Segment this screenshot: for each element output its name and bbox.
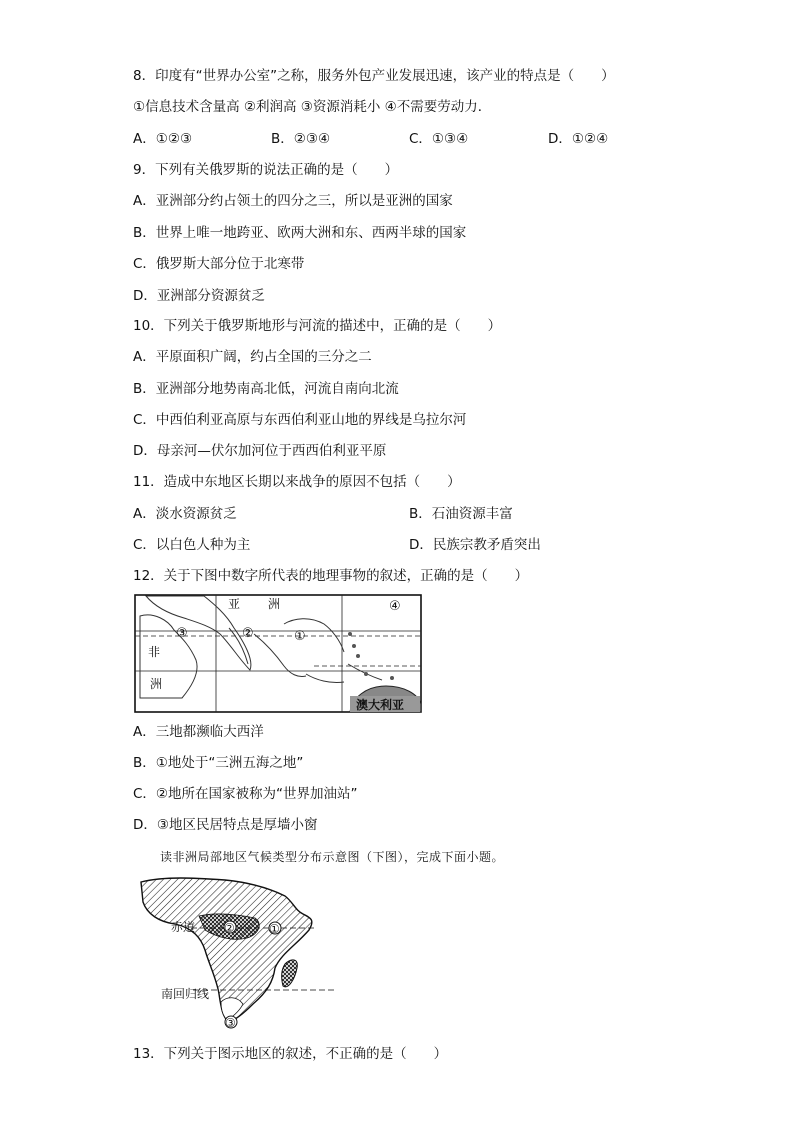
africa-climate-map [135, 872, 335, 1032]
map-label-aodaliya: 澳大利亚 [356, 698, 405, 712]
africa-label-n3: ③ [225, 1016, 236, 1030]
q9-option-d: D．亚洲部分资源贫乏 [133, 288, 265, 304]
africa-label-equator: 赤道 [171, 920, 196, 934]
q8-stem: 8．印度有“世界办公室”之称，服务外包产业发展迅速，该产业的特点是（ ） [133, 68, 615, 84]
q12-option-b: B．①地处于“三洲五海之地” [133, 755, 304, 771]
q11-option-a: A．淡水资源贫乏 [133, 506, 237, 522]
map-label-fei: 非 [148, 645, 161, 659]
q9-option-c: C．俄罗斯大部分位于北寒带 [133, 256, 305, 272]
q10-stem: 10．下列关于俄罗斯地形与河流的描述中，正确的是（ ） [133, 318, 502, 334]
map-label-n1: ① [294, 629, 306, 644]
africa-label-n2: ② [224, 921, 235, 935]
q10-option-b: B．亚洲部分地势南高北低，河流自南向北流 [133, 381, 399, 397]
map-label-n4: ④ [389, 599, 401, 614]
q12-option-c: C．②地所在国家被称为“世界加油站” [133, 786, 358, 802]
q8-option-a: A．①②③ [133, 131, 193, 147]
q9-option-b: B．世界上唯一地跨亚、欧两大洲和东、西两半球的国家 [133, 225, 467, 241]
map-label-fei-zhou: 洲 [150, 677, 163, 691]
map-label-n3: ③ [176, 626, 188, 641]
q11-option-d: D．民族宗教矛盾突出 [409, 537, 541, 553]
asia-map-figure [134, 594, 424, 714]
map-label-n2: ② [242, 626, 254, 641]
q11-stem: 11．造成中东地区长期以来战争的原因不包括（ ） [133, 474, 461, 490]
africa-label-tropic: 南回归线 [161, 987, 210, 1001]
africa-label-n1: ① [269, 922, 280, 936]
q12-stem: 12．关于下图中数字所代表的地理事物的叙述，正确的是（ ） [133, 568, 529, 584]
q12-option-d: D．③地区民居特点是厚墙小窗 [133, 817, 318, 833]
q9-option-a: A．亚洲部分约占领土的四分之三，所以是亚洲的国家 [133, 193, 453, 209]
q10-option-c: C．中西伯利亚高原与东西伯利亚山地的界线是乌拉尔河 [133, 412, 467, 428]
q13-stem: 13．下列关于图示地区的叙述，不正确的是（ ） [133, 1046, 448, 1062]
q8-option-d: D．①②④ [548, 131, 609, 147]
q8-features: ①信息技术含量高 ②利润高 ③资源消耗小 ④不需要劳动力． [133, 99, 492, 115]
q11-option-b: B．石油资源丰富 [409, 506, 513, 522]
q8-option-c: C．①③④ [409, 131, 469, 147]
q10-option-a: A．平原面积广阔，约占全国的三分之二 [133, 349, 372, 365]
africa-intro: 读非洲局部地区气候类型分布示意图（下图），完成下面小题。 [160, 850, 505, 864]
q10-option-d: D．母亲河—伏尔加河位于西西伯利亚平原 [133, 443, 387, 459]
q11-option-c: C．以白色人种为主 [133, 537, 251, 553]
q9-stem: 9．下列有关俄罗斯的说法正确的是（ ） [133, 162, 399, 178]
q12-option-a: A．三地都濒临大西洋 [133, 724, 264, 740]
q8-option-b: B．②③④ [271, 131, 331, 147]
map-label-ya: 亚 [228, 597, 241, 611]
map-label-zhou: 洲 [268, 597, 281, 611]
